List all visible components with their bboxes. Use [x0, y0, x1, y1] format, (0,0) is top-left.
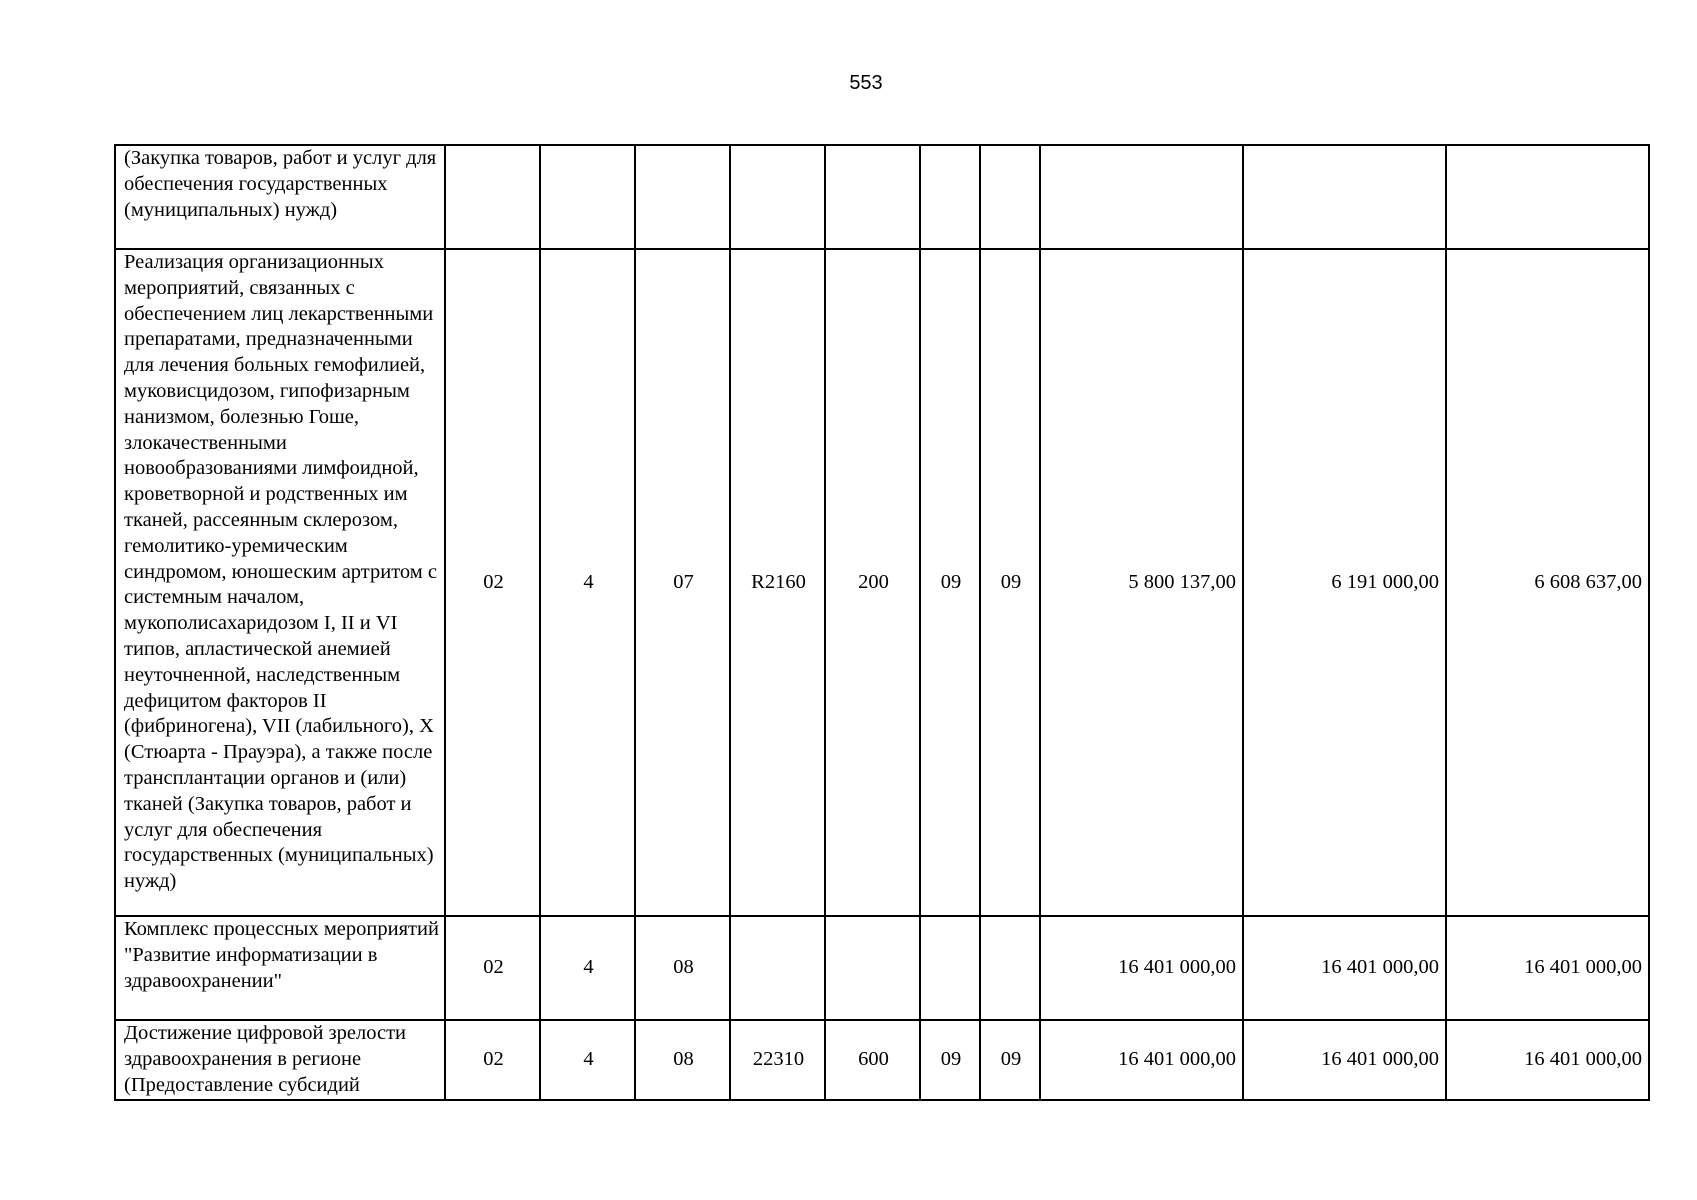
- code-subprogram-type: 4: [540, 249, 635, 916]
- code-subprogram-type: 4: [540, 1020, 635, 1100]
- code-subsection: [980, 916, 1040, 1020]
- amount-year-2: 6 191 000,00: [1243, 249, 1446, 916]
- code-direction: [730, 916, 825, 1020]
- code-section: 09: [920, 249, 980, 916]
- amount-year-3: [1446, 145, 1649, 249]
- code-expense-type: 600: [825, 1020, 920, 1100]
- code-program: 02: [445, 249, 540, 916]
- code-section: 09: [920, 1020, 980, 1100]
- code-structural-element: 08: [635, 916, 730, 1020]
- code-program: [445, 145, 540, 249]
- code-subsection: [980, 145, 1040, 249]
- code-structural-element: 07: [635, 249, 730, 916]
- amount-year-3: 6 608 637,00: [1446, 249, 1649, 916]
- row-name: Реализация организационных мероприятий, связанных с обеспечением лиц лекарственными препаратами, предназначенными для лечения больных гемофилией, муковисцидозом, гипофизарным нанизмом, болезнью Гоше, злокачественными новообразованиями лимфоидной, кроветворной и родственных им тканей, рассеянным склерозом, гемолитико-уремическим синдромом, юношеским артритом с системным началом, мукополисахаридозом I, II и VI типов, апластической анемией неуточненной, наследственным дефицитом факторов II (фибриногена), VII (лабильного), X (Стюарта - Прауэра), а также после трансплантации органов и (или) тканей (Закупка товаров, работ и услуг для обеспечения государственных (муниципальных) нужд): [115, 249, 445, 916]
- row-name: Комплекс процессных мероприятий "Развитие информатизации в здравоохранении": [115, 916, 445, 1020]
- code-direction: 22310: [730, 1020, 825, 1100]
- amount-year-2: 16 401 000,00: [1243, 1020, 1446, 1100]
- code-program: 02: [445, 1020, 540, 1100]
- amount-year-1: 5 800 137,00: [1040, 249, 1243, 916]
- code-expense-type: [825, 916, 920, 1020]
- code-direction: R2160: [730, 249, 825, 916]
- amount-year-3: 16 401 000,00: [1446, 1020, 1649, 1100]
- code-section: [920, 916, 980, 1020]
- code-structural-element: 08: [635, 1020, 730, 1100]
- code-subsection: 09: [980, 1020, 1040, 1100]
- amount-year-1: [1040, 145, 1243, 249]
- table-row: [115, 145, 1649, 249]
- amount-year-1: 16 401 000,00: [1040, 916, 1243, 1020]
- budget-table: [114, 144, 1650, 1101]
- amount-year-2: 16 401 000,00: [1243, 916, 1446, 1020]
- code-expense-type: [825, 145, 920, 249]
- code-direction: [730, 145, 825, 249]
- amount-year-2: [1243, 145, 1446, 249]
- amount-year-1: 16 401 000,00: [1040, 1020, 1243, 1100]
- page-number: 553: [849, 72, 883, 94]
- table-row: [115, 916, 1649, 1020]
- table-row: [115, 1020, 1649, 1100]
- code-section: [920, 145, 980, 249]
- row-name: Достижение цифровой зрелости здравоохранения в регионе (Предоставление субсидий: [115, 1020, 445, 1100]
- table-row: [115, 249, 1649, 916]
- code-subsection: 09: [980, 249, 1040, 916]
- code-subprogram-type: 4: [540, 916, 635, 1020]
- code-structural-element: [635, 145, 730, 249]
- code-subprogram-type: [540, 145, 635, 249]
- row-name: (Закупка товаров, работ и услуг для обеспечения государственных (муниципальных) нужд): [115, 145, 445, 249]
- code-program: 02: [445, 916, 540, 1020]
- code-expense-type: 200: [825, 249, 920, 916]
- amount-year-3: 16 401 000,00: [1446, 916, 1649, 1020]
